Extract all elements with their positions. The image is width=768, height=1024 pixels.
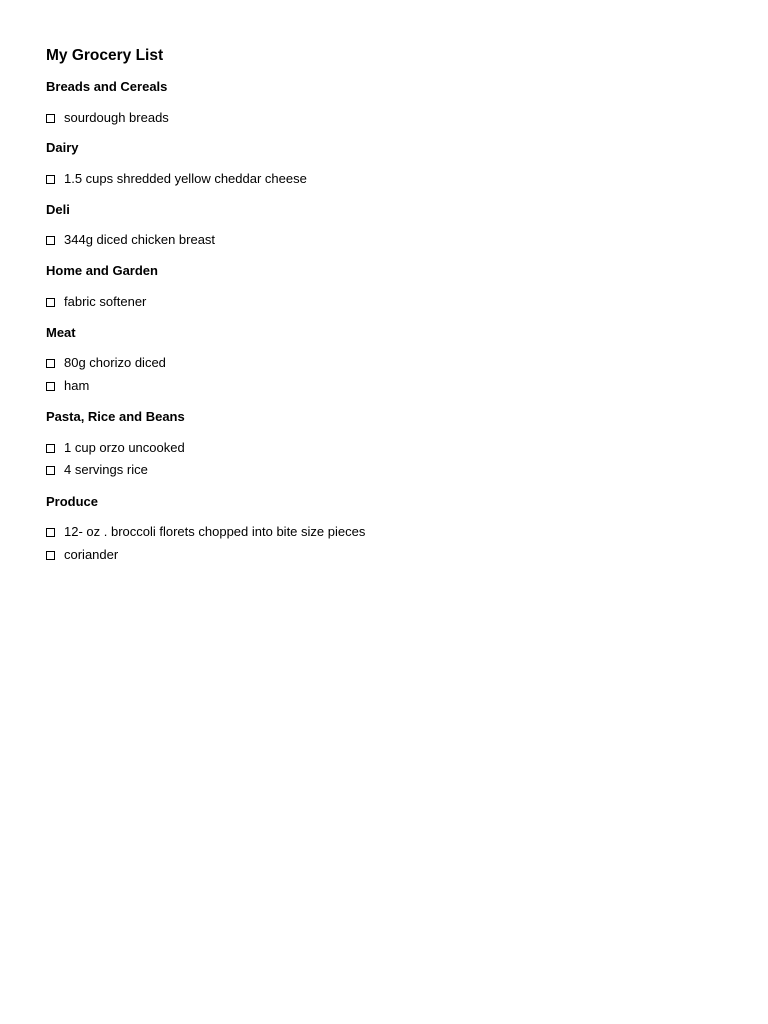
item-label: coriander: [64, 547, 119, 562]
list-item: [46, 355, 166, 371]
section-heading-pasta-rice-and-beans: Pasta, Rice and Beans: [46, 409, 185, 424]
section-heading-produce: Produce: [46, 494, 99, 509]
list-item: [46, 524, 365, 540]
list-item: [46, 232, 215, 248]
item-label: 12- oz . broccoli florets chopped into bite size pieces: [64, 524, 366, 539]
item-label: 80g chorizo diced: [64, 355, 166, 370]
checkbox[interactable]: [46, 298, 55, 307]
list-item: [46, 294, 146, 310]
section-heading-breads-and-cereals: Breads and Cereals: [46, 79, 168, 94]
item-label: 4 servings rice: [64, 462, 148, 477]
section-heading-dairy: Dairy: [46, 140, 79, 155]
checkbox[interactable]: [46, 359, 55, 368]
item-label: 1.5 cups shredded yellow cheddar cheese: [64, 171, 307, 186]
checkbox[interactable]: [46, 528, 55, 537]
item-label: 344g diced chicken breast: [64, 232, 216, 247]
list-item: [46, 171, 307, 187]
checkbox[interactable]: [46, 444, 55, 453]
list-item: [46, 110, 169, 126]
item-label: 1 cup orzo uncooked: [64, 440, 185, 455]
item-label: fabric softener: [64, 294, 147, 309]
checkbox[interactable]: [46, 236, 55, 245]
list-item: [46, 440, 185, 456]
list-item: [46, 547, 118, 563]
item-label: sourdough breads: [64, 110, 169, 125]
checkbox[interactable]: [46, 175, 55, 184]
page-title: My Grocery List: [46, 47, 164, 64]
list-item: [46, 462, 148, 478]
checkbox[interactable]: [46, 551, 55, 560]
section-heading-home-and-garden: Home and Garden: [46, 263, 158, 278]
section-heading-meat: Meat: [46, 325, 76, 340]
checkbox[interactable]: [46, 382, 55, 391]
item-label: ham: [64, 378, 90, 393]
section-heading-deli: Deli: [46, 202, 70, 217]
checkbox[interactable]: [46, 114, 55, 123]
checkbox[interactable]: [46, 466, 55, 475]
list-item: [46, 378, 89, 394]
